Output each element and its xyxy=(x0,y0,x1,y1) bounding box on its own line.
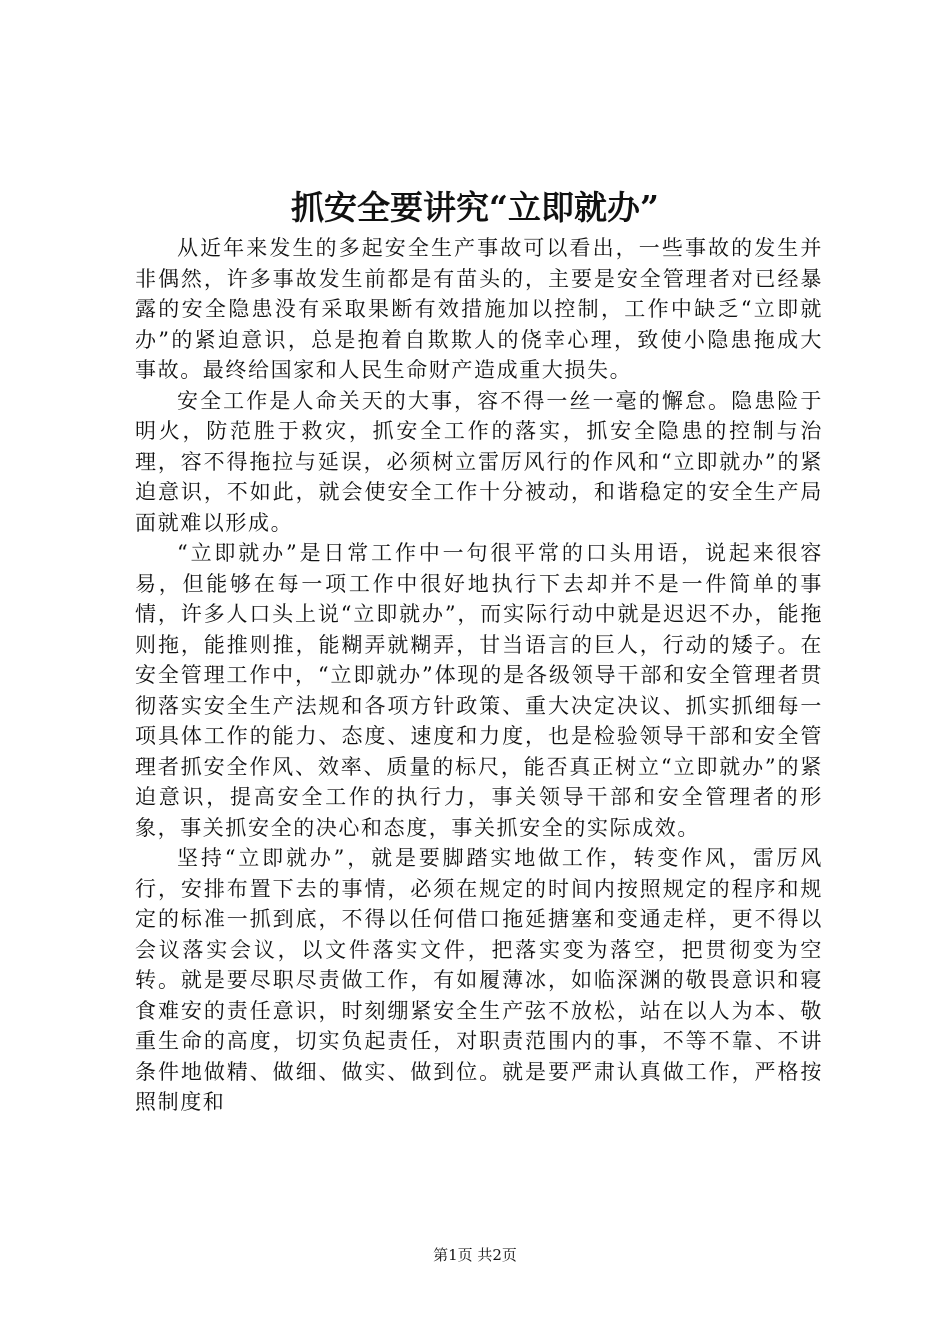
paragraph-4: 坚持“立即就办”，就是要脚踏实地做工作，转变作风，雷厉风行，安排布置下去的事情，必须在规定的时间内按照规定的程序和规定的标准一抓到底，不得以任何借口拖延搪塞和变通走样，更不得以会议落实会议，以文件落实文件，把落实变为落空，把贯彻变为空转。就是要尽职尽责做工作，有如履薄冰，如临深渊的敬畏意识和寝食难安的责任意识，时刻绷紧安全生产弦不放松，站在以人为本、敬重生命的高度，切实负起责任，对职责范围内的事，不等不靠、不讲条件地做精、做细、做实、做到位。就是要严肃认真做工作，严格按照制度和 xyxy=(135,846,823,1114)
paragraph-1: 从近年来发生的多起安全生产事故可以看出，一些事故的发生并非偶然，许多事故发生前都是有苗头的，主要是安全管理者对已经暴露的安全隐患没有采取果断有效措施加以控制，工作中缺乏“立即就办”的紧迫意识，总是抱着自欺欺人的侥幸心理，致使小隐患拖成大事故。最终给国家和人民生命财产造成重大损失。 xyxy=(135,236,823,382)
paragraph-3: “立即就办”是日常工作中一句很平常的口头用语，说起来很容易，但能够在每一项工作中很好地执行下去却并不是一件简单的事情，许多人口头上说“立即就办”，而实际行动中就是迟迟不办，能拖则拖，能推则推，能糊弄就糊弄，甘当语言的巨人，行动的矮子。在安全管理工作中，“立即就办”体现的是各级领导干部和安全管理者贯彻落实安全生产法规和各项方针政策、重大决定决议、抓实抓细每一项具体工作的能力、态度、速度和力度，也是检验领导干部和安全管理者抓安全作风、效率、质量的标尺，能否真正树立“立即就办”的紧迫意识，提高安全工作的执行力，事关领导干部和安全管理者的形象，事关抓安全的决心和态度，事关抓安全的实际成效。 xyxy=(135,541,823,840)
document-body xyxy=(135,233,823,1118)
page-number-footer: 第1页 共2页 xyxy=(433,1246,517,1264)
page-title: 抓安全要讲究“立即就办” xyxy=(291,188,659,227)
paragraph-2: 安全工作是人命关天的大事，容不得一丝一毫的懈怠。隐患险于明火，防范胜于救灾，抓安全工作的落实，抓安全隐患的控制与治理，容不得拖拉与延误，必须树立雷厉风行的作风和“立即就办”的紧迫意识，不如此，就会使安全工作十分被动，和谐稳定的安全生产局面就难以形成。 xyxy=(135,388,823,535)
